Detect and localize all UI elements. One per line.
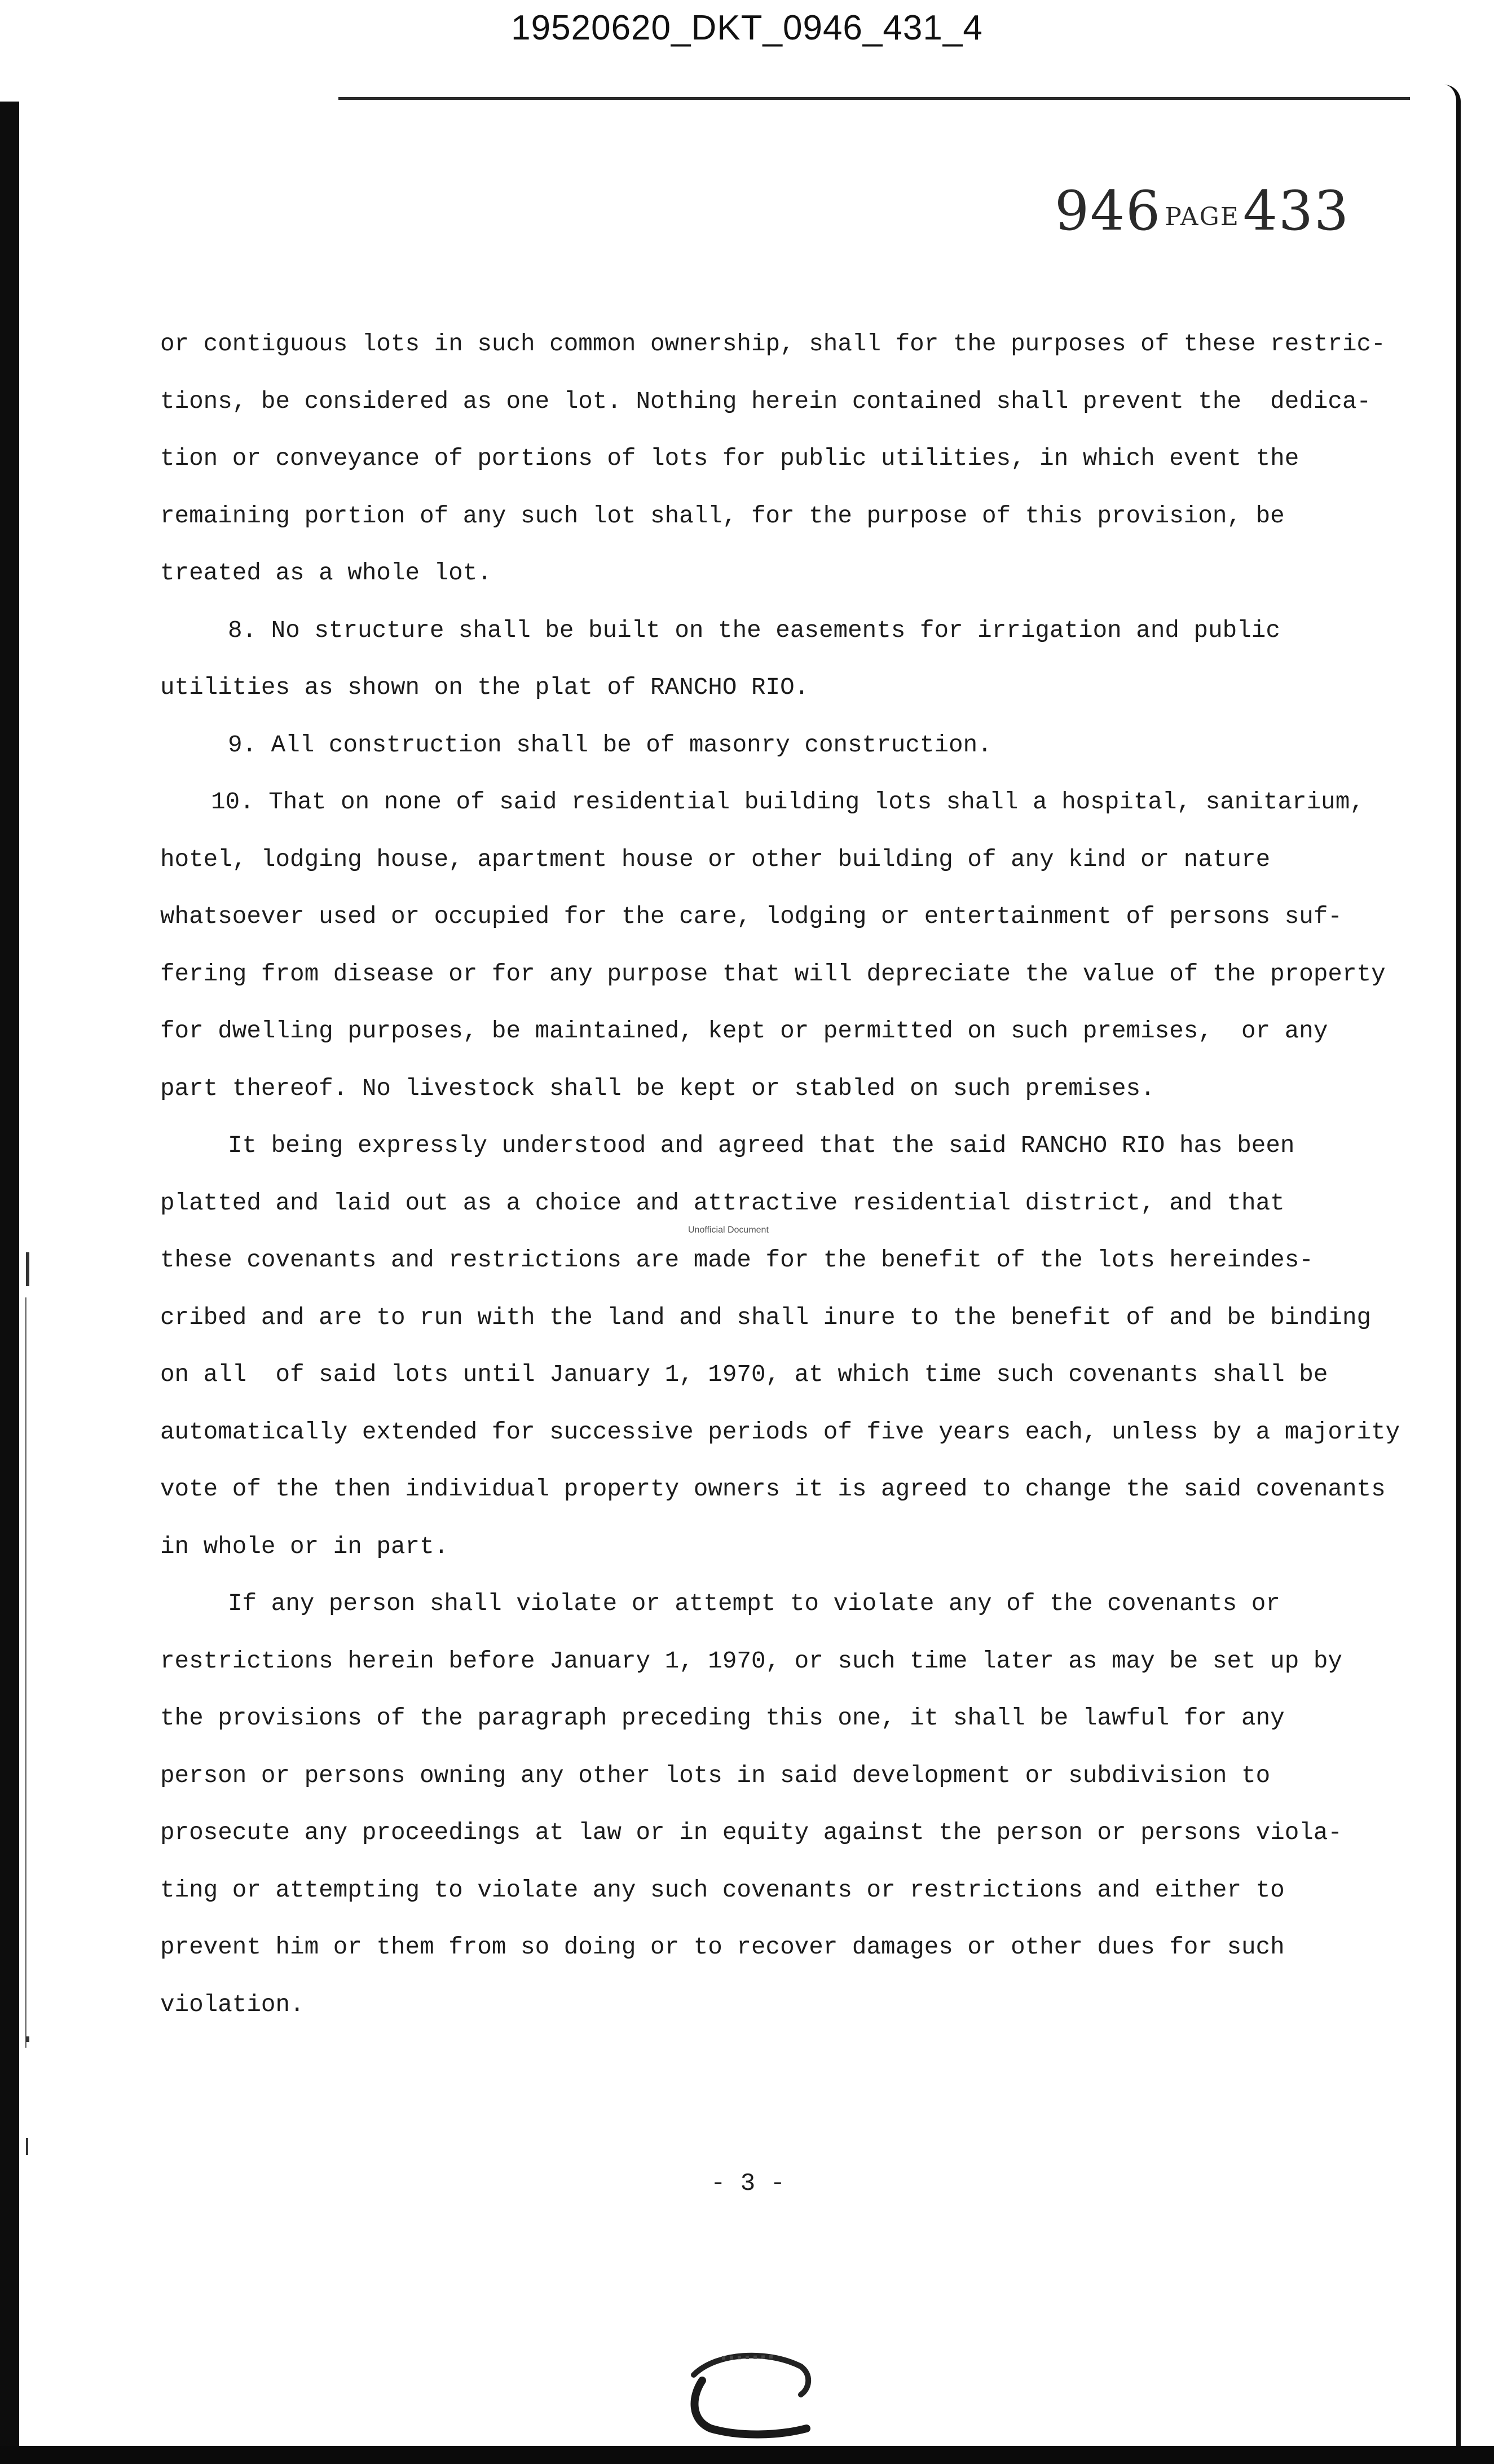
scan-right-border: [1444, 85, 1461, 2454]
paragraph-start: It being expressly understood and agreed that the said RANCHO RIO has been: [228, 1132, 1295, 1159]
text-line: tions, be considered as one lot. Nothing herein contained shall prevent the dedica-: [160, 388, 1372, 415]
text-line: treated as a whole lot.: [160, 560, 492, 587]
text-line: hotel, lodging house, apartment house or other building of any kind or nature: [160, 846, 1271, 873]
text-line: in whole or in part.: [160, 1533, 449, 1560]
clause-10: 10. That on none of said residential building lots shall a hospital, sanitarium,: [211, 789, 1364, 816]
text-line: person or persons owning any other lots in said development or subdivision to: [160, 1762, 1271, 1789]
text-line: violation.: [160, 1991, 305, 2018]
scan-top-border: [338, 97, 1410, 100]
text-line: prevent him or them from so doing or to recover damages or other dues for such: [160, 1934, 1285, 1961]
page-label: PAGE: [1165, 203, 1240, 231]
text-line: platted and laid out as a choice and attractive residential district, and that: [160, 1189, 1285, 1217]
text-line: prosecute any proceedings at law or in equity against the person or persons viola-: [160, 1819, 1342, 1846]
text-line: on all of said lots until January 1, 1970, at which time such covenants shall be: [160, 1361, 1328, 1388]
clause-9: 9. All construction shall be of masonry construction.: [228, 731, 992, 759]
scan-bottom-border: [0, 2446, 1494, 2464]
margin-mark: [26, 2036, 29, 2042]
text-line: vote of the then individual property owners it is agreed to change the said covenants: [160, 1476, 1386, 1503]
margin-rule: [25, 1297, 27, 2048]
text-line: ting or attempting to violate any such covenants or restrictions and either to: [160, 1876, 1285, 1904]
text-line: restrictions herein before January 1, 1970, or such time later as may be set up by: [160, 1647, 1342, 1675]
paragraph-start: If any person shall violate or attempt to violate any of the covenants or: [228, 1590, 1280, 1617]
text-line: automatically extended for successive periods of five years each, unless by a majority: [160, 1418, 1400, 1446]
clause-8: 8. No structure shall be built on the easements for irrigation and public: [228, 617, 1280, 644]
text-line: or contiguous lots in such common ownership, shall for the purposes of these restric-: [160, 331, 1386, 358]
text-line: part thereof. No livestock shall be kept or stabled on such premises.: [160, 1075, 1155, 1102]
text-line: whatsoever used or occupied for the care, lodging or entertainment of persons suf-: [160, 903, 1342, 930]
unofficial-watermark: Unofficial Document: [688, 1225, 769, 1235]
scan-left-border: [0, 102, 19, 2464]
document-body: [160, 316, 1400, 2034]
text-line: these covenants and restrictions are made for the benefit of the lots hereindes-: [160, 1247, 1314, 1274]
book-page-reference: [1055, 179, 1350, 243]
book-number: 946: [1055, 179, 1162, 243]
page-number: - 3 -: [711, 2170, 786, 2198]
text-line: tion or conveyance of portions of lots for public utilities, in which event the: [160, 445, 1299, 472]
text-line: fering from disease or for any purpose that will depreciate the value of the property: [160, 960, 1386, 988]
handwritten-mark: [671, 2335, 840, 2448]
text-line: the provisions of the paragraph preceding this one, it shall be lawful for any: [160, 1705, 1285, 1732]
margin-mark: [26, 1252, 29, 1286]
text-line: remaining portion of any such lot shall, for the purpose of this provision, be: [160, 502, 1285, 530]
margin-mark: [26, 2138, 28, 2155]
document-id: 19520620_DKT_0946_431_4: [511, 8, 983, 47]
text-line: for dwelling purposes, be maintained, kept or permitted on such premises, or any: [160, 1018, 1328, 1045]
page-number-ref: 433: [1242, 179, 1350, 243]
text-line: utilities as shown on the plat of RANCHO RIO.: [160, 674, 809, 701]
text-line: cribed and are to run with the land and shall inure to the benefit of and be binding: [160, 1304, 1372, 1331]
